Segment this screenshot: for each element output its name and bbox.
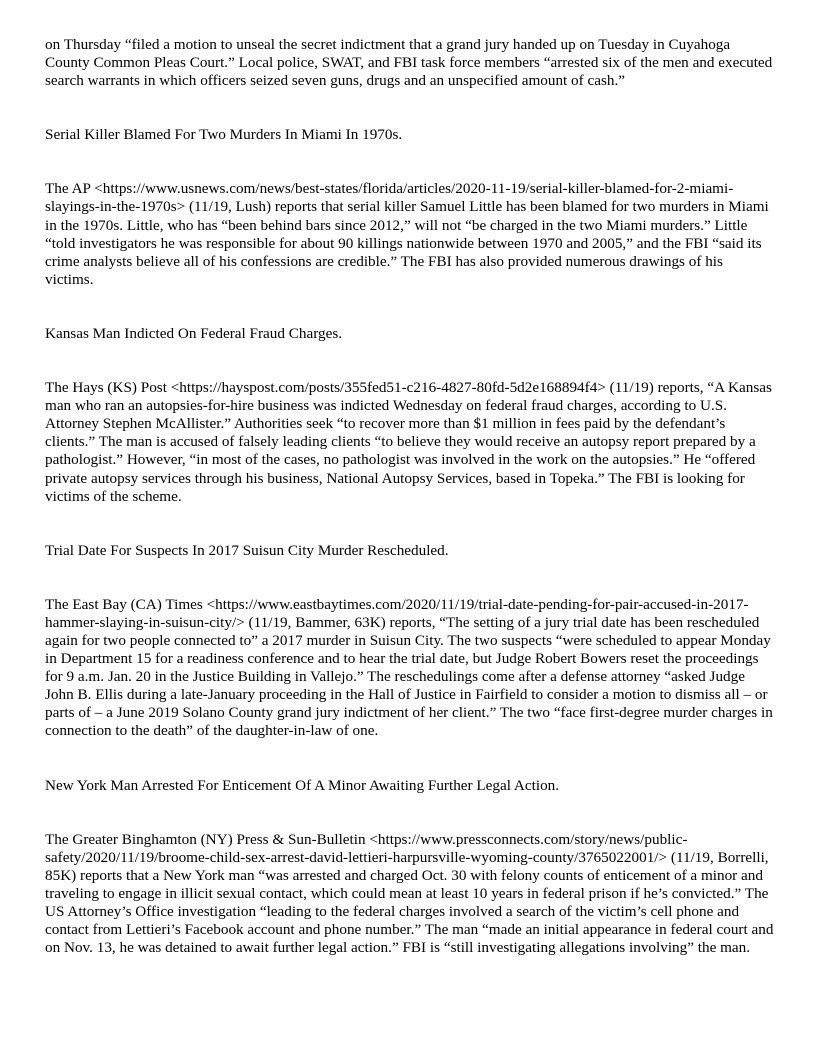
paragraph-kansas-fraud: The Hays (KS) Post <https://hayspost.com/posts/355fed51-c216-4827-80fd-5d2e168894f4> (11/19) reports, “A Kansas man who ran an autopsies-for-hire business was indicted Wednesday on federal fraud charges, according to U.S. Attorney Stephen McAllister.” Authorities seek “to recover more than $1 million in fees paid by the defendant’s clients.” The man is accused of falsely leading clients “to believe they would receive an autopsy report prepared by a pathologist.” However, “in most of the cases, no pathologist was involved in the work on the autopsies.” He “offered private autopsy services through his business, National Autopsy Services, based in Topeka.” The FBI is looking for victims of the scheme. — [45, 379, 772, 505]
headline-suisun-trial: Trial Date For Suspects In 2017 Suisun City Murder Rescheduled. — [45, 541, 449, 559]
headline-serial-killer: Serial Killer Blamed For Two Murders In Miami In 1970s. — [45, 126, 403, 144]
headline-kansas-fraud: Kansas Man Indicted On Federal Fraud Charges. — [45, 324, 343, 342]
paragraph-new-york-arrest: The Greater Binghamton (NY) Press & Sun-Bulletin <https://www.pressconnects.com/story/news/public-safety/2020/11/19/broome-child-sex-arrest-david-lettieri-harpursville-wyoming-county/3765022001/> (11/19, Borrelli, 85K) reports that a New York man “was arrested and charged Oct. 30 with felony counts of enticement of a minor and traveling to engage in illicit sexual contact, which could mean at least 10 years in federal prison if he’s convicted.” The US Attorney’s Office investigation “leading to the federal charges involved a search of the victim’s cell phone and contact from Lettieri’s Facebook account and phone number.” The man “made an initial appearance in federal court and on Nov. 13, he was detained to await further legal action.” FBI is “still investigating allegations involving” the man. — [45, 830, 774, 957]
headline-new-york-arrest: New York Man Arrested For Enticement Of A Minor Awaiting Further Legal Action. — [45, 776, 560, 794]
paragraph-indictment-continued: on Thursday “filed a motion to unseal the secret indictment that a grand jury handed up on Tuesday in Cuyahoga County Common Pleas Court.” Local police, SWAT, and FBI task force members “arrested six of the men and executed search warrants in which officers seized seven guns, drugs and an unspecified amount of cash.” — [45, 36, 773, 90]
paragraph-suisun-trial: The East Bay (CA) Times <https://www.eastbaytimes.com/2020/11/19/trial-date-pending-for-pair-accused-in-2017-hammer-slaying-in-suisun-city/> (11/19, Bammer, 63K) reports, “The setting of a jury trial date has been rescheduled again for two people connected to” a 2017 murder in Suisun City. The two suspects “were scheduled to appear Monday in Department 15 for a readiness conference and to hear the trial date, but Judge Robert Bowers reset the proceedings for 9 a.m. Jan. 20 in the Justice Building in Vallejo.” The reschedulings come after a defense attorney “asked Judge John B. Ellis during a late-January proceeding in the Hall of Justice in Fairfield to consider a motion to dismiss all – or parts of – a June 2019 Solano County grand jury indictment of her client.” The two “face first-degree murder charges in connection to the death” of the daughter-in-law of one. — [45, 595, 773, 740]
paragraph-serial-killer: The AP <https://www.usnews.com/news/best-states/florida/articles/2020-11-19/serial-killer-blamed-for-2-miami-slayings-in-the-1970s> (11/19, Lush) reports that serial killer Samuel Little has been blamed for two murders in Miami in the 1970s. Little, who has “been behind bars since 2012,” will not “be charged in the two Miami murders.” Little “told investigators he was responsible for about 90 killings nationwide between 1970 and 2005,” and the FBI “said its crime analysts believe all of his confessions are credible.” The FBI has also provided numerous drawings of his victims. — [45, 180, 769, 288]
document-page — [45, 36, 775, 957]
